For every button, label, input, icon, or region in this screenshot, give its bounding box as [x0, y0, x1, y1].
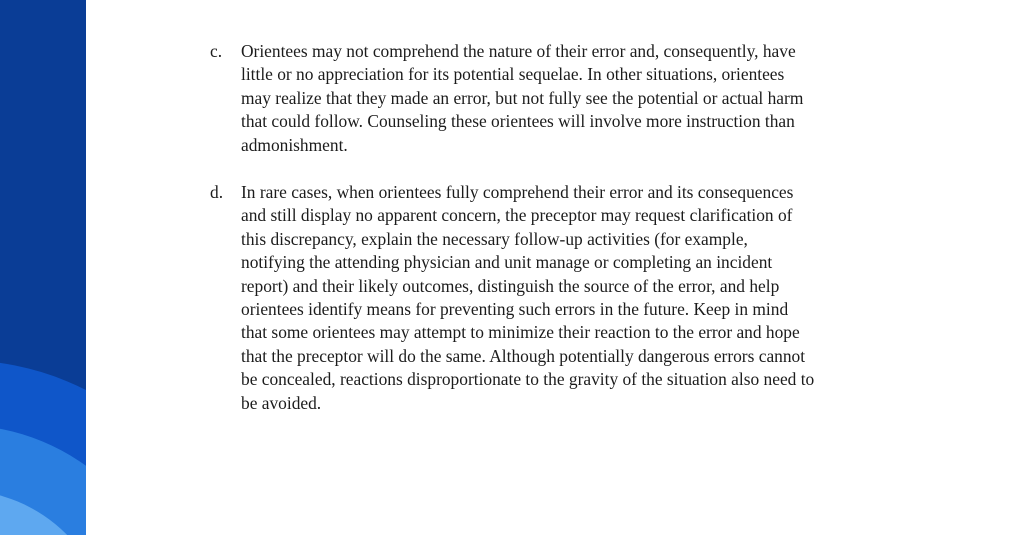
list-item-d — [210, 181, 910, 415]
decorative-arcs — [0, 0, 86, 535]
paragraph-d — [241, 181, 910, 415]
text-line: little or no appreciation for its potential sequelae. In other situations, orientees — [241, 64, 785, 85]
text-line: In rare cases, when orientees fully comprehend their error and its consequences — [241, 182, 794, 203]
text-line: that could follow. Counseling these orientees will involve more instruction than — [241, 111, 795, 132]
text-line: that some orientees may attempt to minimize their reaction to the error and hope — [241, 322, 800, 343]
paragraph-c — [241, 40, 910, 157]
list-marker: d. — [210, 182, 224, 203]
decorative-sidebar — [0, 0, 86, 535]
text-line: be concealed, reactions disproportionate to the gravity of the situation also need to — [241, 369, 815, 390]
text-line: this discrepancy, explain the necessary follow-up activities (for example, — [241, 228, 748, 249]
text-line: Orientees may not comprehend the nature of their error and, consequently, have — [241, 41, 796, 61]
text-line: be avoided. — [241, 392, 322, 413]
list-item-c — [210, 40, 910, 157]
text-line: report) and their likely outcomes, distinguish the source of the error, and help — [241, 275, 780, 296]
text-line: and still display no apparent concern, the preceptor may request clarification of — [241, 205, 793, 226]
text-line: orientees identify means for preventing such errors in the future. Keep in mind — [241, 299, 789, 320]
text-line: notifying the attending physician and unit manage or completing an incident — [241, 252, 773, 273]
text-line: may realize that they made an error, but not fully see the potential or actual harm — [241, 87, 804, 108]
document-body — [210, 40, 910, 415]
list-marker: c. — [210, 41, 223, 61]
text-line: admonishment. — [241, 134, 348, 155]
text-line: that the preceptor will do the same. Although potentially dangerous errors cannot — [241, 345, 806, 366]
